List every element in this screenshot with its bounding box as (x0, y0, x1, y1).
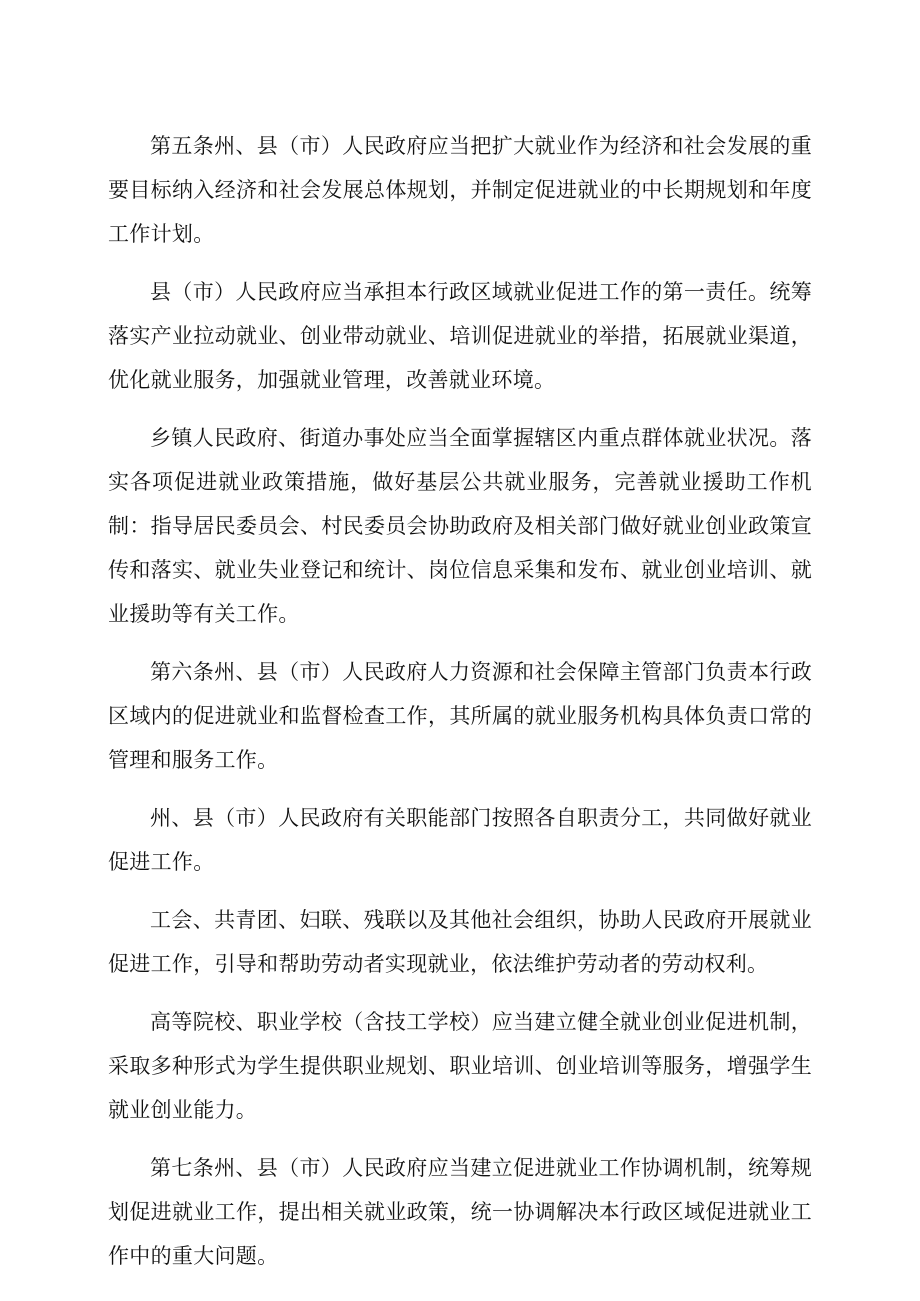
paragraph-article-7: 第七条州、县（市）人民政府应当建立促进就业工作协调机制，统筹规划促进就业工作，提出相关就业政策，统一协调解决本行政区域促进就业工作中的重大问题。 (108, 1156, 812, 1268)
paragraph-article-6: 第六条州、县（市）人民政府人力资源和社会保障主管部门负责本行政区域内的促进就业和监督检查工作，其所属的就业服务机构具体负责口常的管理和服务工作。 (108, 660, 812, 772)
paragraph-social-organizations: 工会、共青团、妇联、残联以及其他社会组织，协助人民政府开展就业促进工作，引导和帮助劳动者实现就业，依法维护劳动者的劳动权利。 (108, 908, 812, 976)
paragraph-county-responsibility: 县（市）人民政府应当承担本行政区域就业促进工作的第一责任。统筹落实产业拉动就业、创业带动就业、培训促进就业的举措，拓展就业渠道，优化就业服务，加强就业管理，改善就业环境。 (108, 280, 812, 392)
paragraph-departments: 州、县（市）人民政府有关职能部门按照各自职责分工，共同做好就业促进工作。 (108, 806, 812, 874)
paragraph-article-5: 第五条州、县（市）人民政府应当把扩大就业作为经济和社会发展的重要目标纳入经济和社会发展总体规划，并制定促进就业的中长期规划和年度工作计划。 (108, 134, 812, 246)
paragraph-township-responsibility: 乡镇人民政府、街道办事处应当全面掌握辖区内重点群体就业状况。落实各项促进就业政策措施，做好基层公共就业服务，完善就业援助工作机制：指导居民委员会、村民委员会协助政府及相关部门做好就业创业政策宣传和落实、就业失业登记和统计、岗位信息采集和发布、就业创业培训、就业援助等有关工作。 (108, 426, 812, 626)
paragraph-schools: 高等院校、职业学校（含技工学校）应当建立健全就业创业促进机制，采取多种形式为学生提供职业规划、职业培训、创业培训等服务，增强学生就业创业能力。 (108, 1010, 812, 1122)
